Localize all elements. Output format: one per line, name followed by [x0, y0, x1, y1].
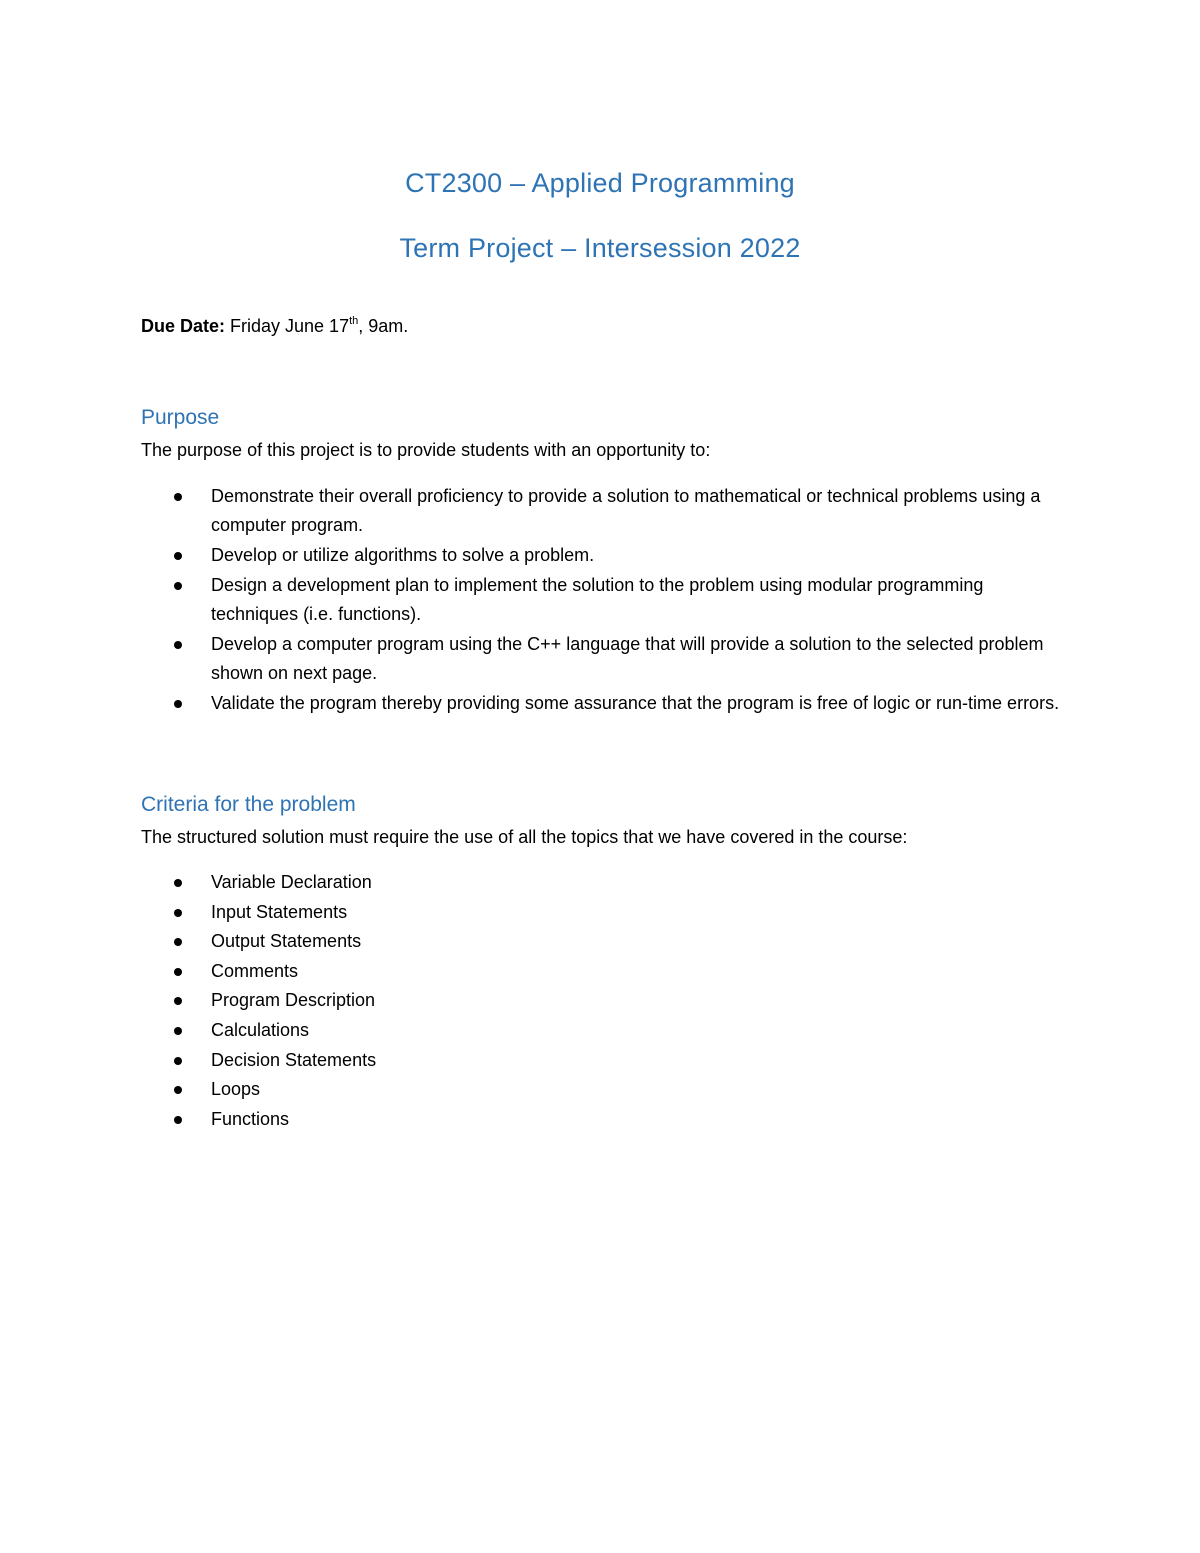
list-item: [0, 986, 1061, 1016]
list-item: [0, 630, 1061, 688]
list-item: [0, 571, 1061, 629]
bullet-icon: [174, 493, 182, 501]
list-item: [0, 541, 1061, 570]
list-item: [0, 927, 1061, 957]
list-item-text: Program Description: [211, 990, 376, 1011]
bullet-icon: [174, 879, 182, 887]
bullet-icon: [174, 641, 182, 649]
due-date-label: Due Date:: [141, 316, 226, 336]
list-item-text: Comments: [211, 960, 299, 981]
bullet-icon: [174, 700, 182, 708]
criteria-list: [0, 868, 1061, 1134]
due-date-ordinal: th: [349, 315, 359, 327]
list-item: [0, 1075, 1061, 1105]
bullet-icon: [174, 997, 182, 1005]
bullet-icon: [174, 582, 182, 590]
list-item: [0, 1046, 1061, 1076]
purpose-heading: Purpose: [141, 406, 220, 429]
bullet-icon: [174, 1057, 182, 1065]
list-item-text: Functions: [211, 1108, 290, 1129]
bullet-icon: [174, 968, 182, 976]
list-item-text: Demonstrate their overall proficiency to provide a solution to mathematical or technical problems using a computer program.: [211, 486, 1041, 535]
purpose-intro: The purpose of this project is to provide students with an opportunity to:: [141, 440, 711, 460]
list-item-text: Develop a computer program using the C++ language that will provide a solution to the selected problem shown on next page.: [211, 634, 1044, 683]
list-item: [0, 482, 1061, 540]
list-item: [0, 957, 1061, 987]
list-item: [0, 868, 1061, 898]
list-item-text: Validate the program thereby providing some assurance that the program is free of logic or run-time errors.: [211, 693, 1060, 713]
bullet-icon: [174, 552, 182, 560]
due-date-time: , 9am.: [358, 316, 409, 336]
criteria-heading: Criteria for the problem: [141, 793, 356, 816]
list-item-text: Calculations: [211, 1019, 310, 1040]
project-title: Term Project – Intersession 2022: [399, 233, 801, 263]
bullet-icon: [174, 909, 182, 917]
list-item-text: Loops: [211, 1079, 261, 1100]
criteria-intro: The structured solution must require the use of all the topics that we have covered in the course:: [141, 827, 908, 847]
list-item: [0, 1105, 1061, 1135]
list-item-text: Decision Statements: [211, 1049, 377, 1070]
course-title: CT2300 – Applied Programming: [405, 168, 795, 198]
bullet-icon: [174, 1116, 182, 1124]
list-item: [0, 898, 1061, 928]
list-item-text: Variable Declaration: [211, 872, 372, 892]
list-item-text: Output Statements: [211, 931, 362, 952]
bullet-icon: [174, 1086, 182, 1094]
purpose-list: [0, 482, 1061, 719]
due-date-value: Friday June 17: [225, 316, 350, 336]
bullet-icon: [174, 1027, 182, 1035]
list-item-text: Input Statements: [211, 901, 348, 922]
bullet-icon: [174, 938, 182, 946]
list-item: [0, 689, 1061, 718]
list-item-text: Develop or utilize algorithms to solve a problem.: [211, 545, 595, 565]
list-item: [0, 1016, 1061, 1046]
due-date: [141, 316, 408, 337]
list-item-text: Design a development plan to implement the solution to the problem using modular programming techniques (i.e. functions).: [211, 575, 984, 624]
